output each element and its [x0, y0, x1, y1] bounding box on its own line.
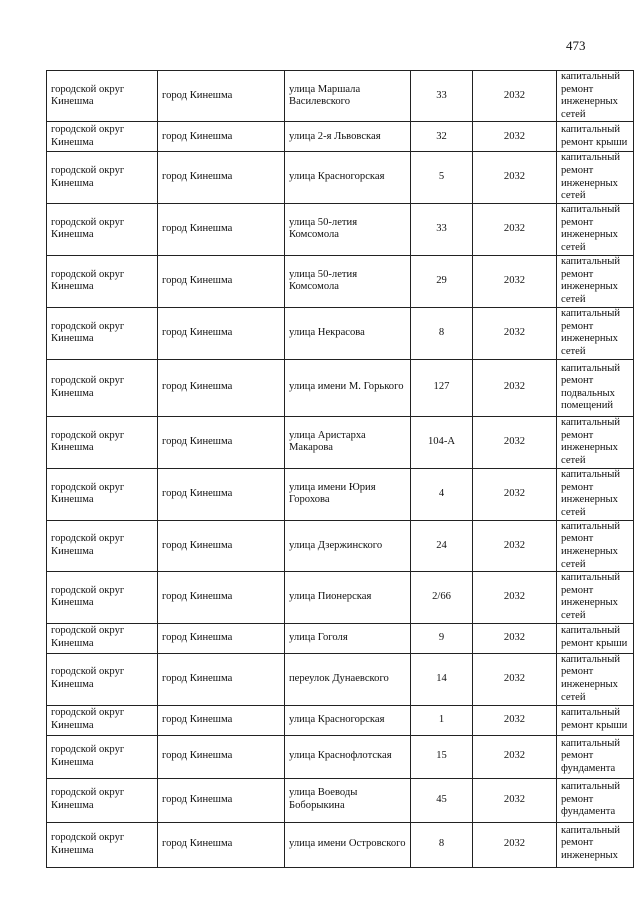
table-row	[47, 623, 634, 653]
cell-god: 2032	[473, 307, 557, 359]
cell-god: 2032	[473, 255, 557, 307]
cell-god: 2032	[473, 822, 557, 867]
cell-ulica: улица Некрасова	[285, 307, 411, 359]
table-row	[47, 359, 634, 416]
cell-god: 2032	[473, 520, 557, 571]
cell-rabota: капитальный ремонт фундамента	[557, 735, 634, 778]
cell-okrug: городской округ Кинешма	[47, 572, 158, 623]
cell-rabota: капитальный ремонт фундамента	[557, 778, 634, 822]
table-row	[47, 572, 634, 623]
cell-gorod: город Кинешма	[158, 255, 285, 307]
cell-okrug: городской округ Кинешма	[47, 705, 158, 735]
table-row	[47, 122, 634, 152]
cell-okrug: городской округ Кинешма	[47, 152, 158, 203]
cell-god: 2032	[473, 705, 557, 735]
table-row	[47, 416, 634, 468]
cell-okrug: городской округ Кинешма	[47, 735, 158, 778]
cell-okrug: городской округ Кинешма	[47, 822, 158, 867]
cell-ulica: улица Красногорская	[285, 705, 411, 735]
cell-ulica: улица 50-летия Комсомола	[285, 203, 411, 255]
cell-god: 2032	[473, 203, 557, 255]
cell-ulica: улица Краснофлотская	[285, 735, 411, 778]
cell-god: 2032	[473, 416, 557, 468]
cell-rabota: капитальный ремонт инженерных сетей	[557, 572, 634, 623]
cell-ulica: улица Дзержинского	[285, 520, 411, 571]
cell-okrug: городской округ Кинешма	[47, 122, 158, 152]
table-row	[47, 735, 634, 778]
cell-rabota: капитальный ремонт инженерных сетей	[557, 307, 634, 359]
cell-okrug: городской округ Кинешма	[47, 255, 158, 307]
cell-okrug: городской округ Кинешма	[47, 307, 158, 359]
cell-rabota: капитальный ремонт инженерных сетей	[557, 416, 634, 468]
table-row	[47, 822, 634, 867]
cell-okrug: городской округ Кинешма	[47, 653, 158, 705]
cell-dom: 24	[411, 520, 473, 571]
cell-god: 2032	[473, 468, 557, 520]
cell-rabota: капитальный ремонт инженерных сетей	[557, 71, 634, 122]
table-row	[47, 520, 634, 571]
table-row	[47, 307, 634, 359]
cell-dom: 45	[411, 778, 473, 822]
cell-dom: 104-А	[411, 416, 473, 468]
cell-dom: 8	[411, 822, 473, 867]
cell-god: 2032	[473, 359, 557, 416]
cell-dom: 33	[411, 203, 473, 255]
cell-okrug: городской округ Кинешма	[47, 778, 158, 822]
cell-gorod: город Кинешма	[158, 203, 285, 255]
cell-okrug: городской округ Кинешма	[47, 520, 158, 571]
cell-god: 2032	[473, 152, 557, 203]
cell-dom: 33	[411, 71, 473, 122]
cell-dom: 32	[411, 122, 473, 152]
cell-god: 2032	[473, 653, 557, 705]
cell-okrug: городской округ Кинешма	[47, 468, 158, 520]
cell-ulica: улица имени Островского	[285, 822, 411, 867]
cell-dom: 29	[411, 255, 473, 307]
cell-gorod: город Кинешма	[158, 307, 285, 359]
page-number: 473	[566, 38, 586, 53]
cell-ulica: улица Красногорская	[285, 152, 411, 203]
cell-gorod: город Кинешма	[158, 572, 285, 623]
cell-god: 2032	[473, 572, 557, 623]
cell-rabota: капитальный ремонт инженерных сетей	[557, 520, 634, 571]
cell-rabota: капитальный ремонт инженерных сетей	[557, 653, 634, 705]
cell-gorod: город Кинешма	[158, 653, 285, 705]
cell-god: 2032	[473, 71, 557, 122]
cell-dom: 4	[411, 468, 473, 520]
cell-rabota: капитальный ремонт крыши	[557, 623, 634, 653]
cell-okrug: городской округ Кинешма	[47, 623, 158, 653]
cell-rabota: капитальный ремонт инженерных сетей	[557, 203, 634, 255]
cell-ulica: улица 50-летия Комсомола	[285, 255, 411, 307]
cell-god: 2032	[473, 778, 557, 822]
cell-gorod: город Кинешма	[158, 71, 285, 122]
cell-gorod: город Кинешма	[158, 416, 285, 468]
cell-rabota: капитальный ремонт подвальных помещений	[557, 359, 634, 416]
cell-rabota: капитальный ремонт крыши	[557, 122, 634, 152]
cell-ulica: переулок Дунаевского	[285, 653, 411, 705]
cell-ulica: улица имени Юрия Горохова	[285, 468, 411, 520]
cell-ulica: улица Аристарха Макарова	[285, 416, 411, 468]
cell-okrug: городской округ Кинешма	[47, 416, 158, 468]
cell-gorod: город Кинешма	[158, 122, 285, 152]
table-row	[47, 71, 634, 122]
cell-okrug: городской округ Кинешма	[47, 359, 158, 416]
cell-ulica: улица Гоголя	[285, 623, 411, 653]
cell-ulica: улица 2-я Львовская	[285, 122, 411, 152]
cell-dom: 9	[411, 623, 473, 653]
repair-schedule-table	[46, 70, 634, 868]
cell-gorod: город Кинешма	[158, 468, 285, 520]
cell-dom: 5	[411, 152, 473, 203]
cell-gorod: город Кинешма	[158, 778, 285, 822]
cell-god: 2032	[473, 122, 557, 152]
cell-gorod: город Кинешма	[158, 152, 285, 203]
cell-dom: 1	[411, 705, 473, 735]
cell-ulica: улица Маршала Василевского	[285, 71, 411, 122]
cell-god: 2032	[473, 623, 557, 653]
cell-dom: 14	[411, 653, 473, 705]
cell-okrug: городской округ Кинешма	[47, 71, 158, 122]
table-row	[47, 778, 634, 822]
cell-gorod: город Кинешма	[158, 822, 285, 867]
table-row	[47, 653, 634, 705]
table-row	[47, 705, 634, 735]
cell-gorod: город Кинешма	[158, 359, 285, 416]
table-row	[47, 152, 634, 203]
cell-god: 2032	[473, 735, 557, 778]
cell-rabota: капитальный ремонт крыши	[557, 705, 634, 735]
cell-gorod: город Кинешма	[158, 520, 285, 571]
cell-dom: 15	[411, 735, 473, 778]
table-row	[47, 203, 634, 255]
cell-rabota: капитальный ремонт инженерных сетей	[557, 468, 634, 520]
cell-gorod: город Кинешма	[158, 705, 285, 735]
table-row	[47, 468, 634, 520]
cell-gorod: город Кинешма	[158, 623, 285, 653]
cell-ulica: улица Воеводы Боборыкина	[285, 778, 411, 822]
cell-ulica: улица Пионерская	[285, 572, 411, 623]
cell-ulica: улица имени М. Горького	[285, 359, 411, 416]
cell-rabota: капитальный ремонт инженерных	[557, 822, 634, 867]
cell-dom: 127	[411, 359, 473, 416]
cell-dom: 2/66	[411, 572, 473, 623]
cell-gorod: город Кинешма	[158, 735, 285, 778]
cell-dom: 8	[411, 307, 473, 359]
table-row	[47, 255, 634, 307]
cell-rabota: капитальный ремонт инженерных сетей	[557, 255, 634, 307]
cell-rabota: капитальный ремонт инженерных сетей	[557, 152, 634, 203]
cell-okrug: городской округ Кинешма	[47, 203, 158, 255]
